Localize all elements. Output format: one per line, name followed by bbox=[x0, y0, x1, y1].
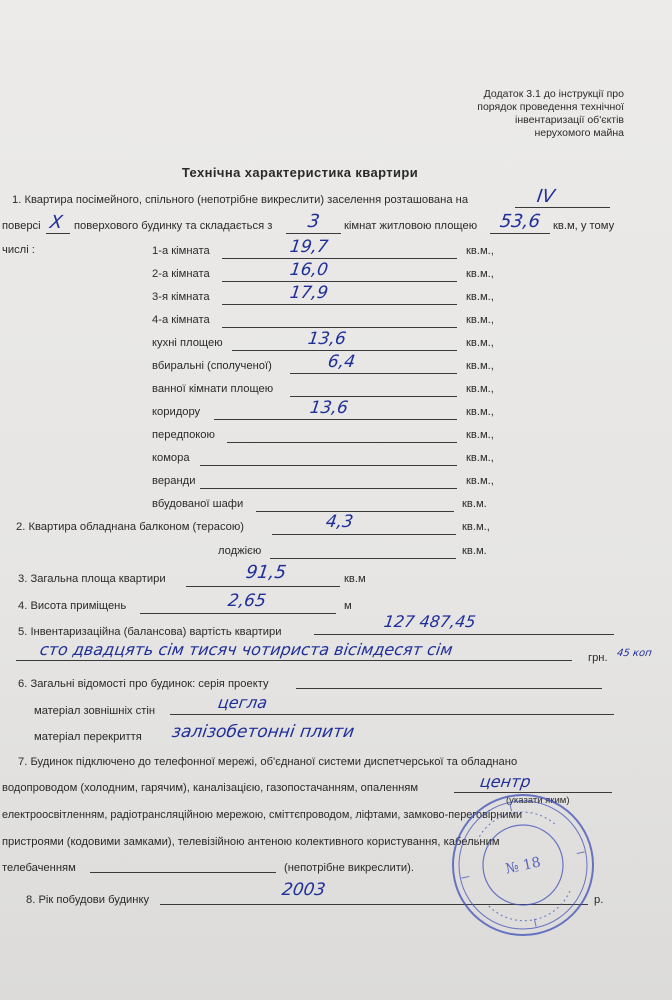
room-line bbox=[200, 488, 457, 489]
room-label: 1-а кімната bbox=[152, 245, 210, 257]
room-line bbox=[214, 419, 457, 420]
room-line bbox=[222, 304, 457, 305]
room-line bbox=[222, 327, 457, 328]
height-line bbox=[140, 613, 336, 614]
room-value: 6,4 bbox=[326, 352, 357, 372]
room-label: комора bbox=[152, 452, 190, 464]
rooms-line bbox=[286, 233, 341, 234]
balcony-value: 4,3 bbox=[324, 512, 355, 532]
room-label: вбудованої шафи bbox=[152, 498, 244, 510]
room-line bbox=[256, 511, 454, 512]
loggia-line bbox=[270, 558, 456, 559]
height-unit: м bbox=[344, 600, 352, 612]
room-label: кухні площею bbox=[152, 337, 223, 349]
room-unit: кв.м., bbox=[466, 406, 494, 418]
tv-line bbox=[90, 872, 276, 873]
p1-text-f: числі : bbox=[2, 244, 35, 256]
room-unit: кв.м. bbox=[462, 498, 487, 510]
wall-value: цегла bbox=[216, 693, 269, 712]
total-area-unit: кв.м bbox=[344, 573, 366, 585]
room-unit: кв.м., bbox=[466, 429, 494, 441]
p7-line1: 7. Будинок підключено до телефонної мережі, об'єднаної системи диспетчерської та обладнано bbox=[18, 756, 518, 768]
year-unit: р. bbox=[594, 894, 604, 906]
room-unit: кв.м., bbox=[466, 245, 494, 257]
heating-hint: (указати яким) bbox=[506, 795, 570, 806]
room-line bbox=[222, 281, 457, 282]
room-label: 3-я кімната bbox=[152, 291, 210, 303]
p1-text-c: поверхового будинку та складається з bbox=[74, 220, 273, 232]
note-line: інвентаризації об'єктів bbox=[515, 114, 624, 126]
room-value: 17,9 bbox=[288, 283, 330, 303]
year-value: 2003 bbox=[280, 880, 327, 900]
room-line bbox=[200, 465, 457, 466]
p7-line2: водопроводом (холодним, гарячим), каналізацією, газопостачанням, опаленням bbox=[2, 782, 419, 794]
cost-unit: грн. bbox=[588, 652, 608, 664]
p7-line3: електроосвітленням, радіотрансляційною мережою, сміттєпроводом, ліфтами, замково-переговірними bbox=[2, 809, 523, 821]
p1-text-b: поверсі bbox=[2, 220, 41, 232]
series-line bbox=[296, 688, 602, 689]
room-line bbox=[290, 396, 457, 397]
floor-value: IV bbox=[535, 186, 557, 207]
round-stamp-icon bbox=[448, 790, 598, 940]
balcony-line bbox=[272, 534, 456, 535]
cost-kopecks: 45 коп bbox=[616, 648, 653, 659]
floor-material-label: матеріал перекриття bbox=[34, 731, 142, 743]
room-unit: кв.м., bbox=[466, 475, 494, 487]
appendix-note bbox=[477, 88, 624, 140]
storeys-value: Х bbox=[48, 212, 64, 233]
room-label: 4-а кімната bbox=[152, 314, 210, 326]
room-label: веранди bbox=[152, 475, 196, 487]
room-value: 13,6 bbox=[308, 398, 350, 418]
floor-material-value: залізобетонні плити bbox=[170, 722, 356, 742]
room-value: 16,0 bbox=[288, 260, 330, 280]
room-label: передпокою bbox=[152, 429, 215, 441]
document-title: Технічна характеристика квартири bbox=[181, 165, 419, 180]
living-area-value: 53,6 bbox=[498, 211, 542, 232]
room-value: 13,6 bbox=[306, 329, 348, 349]
room-line bbox=[232, 350, 457, 351]
p7-line4: пристроями (кодовими замками), телевізійною антеною колективного користування, кабельним bbox=[2, 836, 500, 848]
p2-text: 2. Квартира обладнана балконом (терасою) bbox=[16, 521, 244, 533]
rooms-value: 3 bbox=[306, 211, 321, 232]
room-unit: кв.м., bbox=[466, 314, 494, 326]
wall-label: матеріал зовнішніх стін bbox=[34, 705, 156, 717]
room-line bbox=[290, 373, 457, 374]
p8-text: 8. Рік побудови будинку bbox=[26, 894, 150, 906]
cost-value: 127 487,45 bbox=[382, 612, 477, 631]
wall-line bbox=[170, 714, 614, 715]
p5-text: 5. Інвентаризаційна (балансова) вартість квартири bbox=[18, 626, 282, 638]
p7-line5b: (непотрібне викреслити). bbox=[284, 862, 415, 874]
room-value: 19,7 bbox=[288, 237, 330, 257]
room-unit: кв.м., bbox=[466, 268, 494, 280]
storeys-line bbox=[46, 233, 70, 234]
p1-text-d: кімнат житловою площею bbox=[344, 220, 478, 232]
cost-words-line bbox=[16, 660, 572, 661]
room-unit: кв.м., bbox=[466, 383, 494, 395]
stamp-number: № 18 bbox=[504, 854, 543, 878]
room-unit: кв.м., bbox=[466, 337, 494, 349]
floor-line bbox=[515, 207, 610, 208]
room-label: коридору bbox=[152, 406, 201, 418]
note-line: Додаток 3.1 до інструкції про bbox=[483, 88, 624, 100]
p4-text: 4. Висота приміщень bbox=[18, 600, 127, 612]
p1-text-e: кв.м, у тому bbox=[553, 220, 615, 232]
p7-line5a: телебаченням bbox=[2, 862, 76, 874]
loggia-unit: кв.м. bbox=[462, 545, 487, 557]
room-unit: кв.м., bbox=[466, 291, 494, 303]
room-unit: кв.м., bbox=[466, 452, 494, 464]
room-unit: кв.м., bbox=[466, 360, 494, 372]
living-area-line bbox=[490, 233, 550, 234]
total-area-value: 91,5 bbox=[244, 562, 288, 583]
total-area-line bbox=[186, 586, 340, 587]
room-label: 2-а кімната bbox=[152, 268, 210, 280]
loggia-label: лоджією bbox=[218, 545, 262, 557]
room-line bbox=[227, 442, 457, 443]
room-line bbox=[222, 258, 457, 259]
room-label: ванної кімнати площею bbox=[152, 383, 274, 395]
room-label: вбиральні (сполученої) bbox=[152, 360, 272, 372]
cost-words: сто двадцять сім тисяч чотириста вісімдесят сім bbox=[38, 640, 454, 659]
p1-text-a: 1. Квартира посімейного, спільного (непотрібне викреслити) заселення розташована на bbox=[12, 194, 469, 206]
note-line: порядок проведення технічної bbox=[477, 101, 624, 113]
p6-text: 6. Загальні відомості про будинок: серія проекту bbox=[18, 678, 269, 690]
heating-value: центр bbox=[478, 772, 533, 791]
cost-line bbox=[314, 634, 614, 635]
note-line: нерухомого майна bbox=[534, 127, 624, 139]
height-value: 2,65 bbox=[226, 591, 268, 611]
balcony-unit: кв.м., bbox=[462, 521, 490, 533]
p3-text: 3. Загальна площа квартири bbox=[18, 573, 166, 585]
